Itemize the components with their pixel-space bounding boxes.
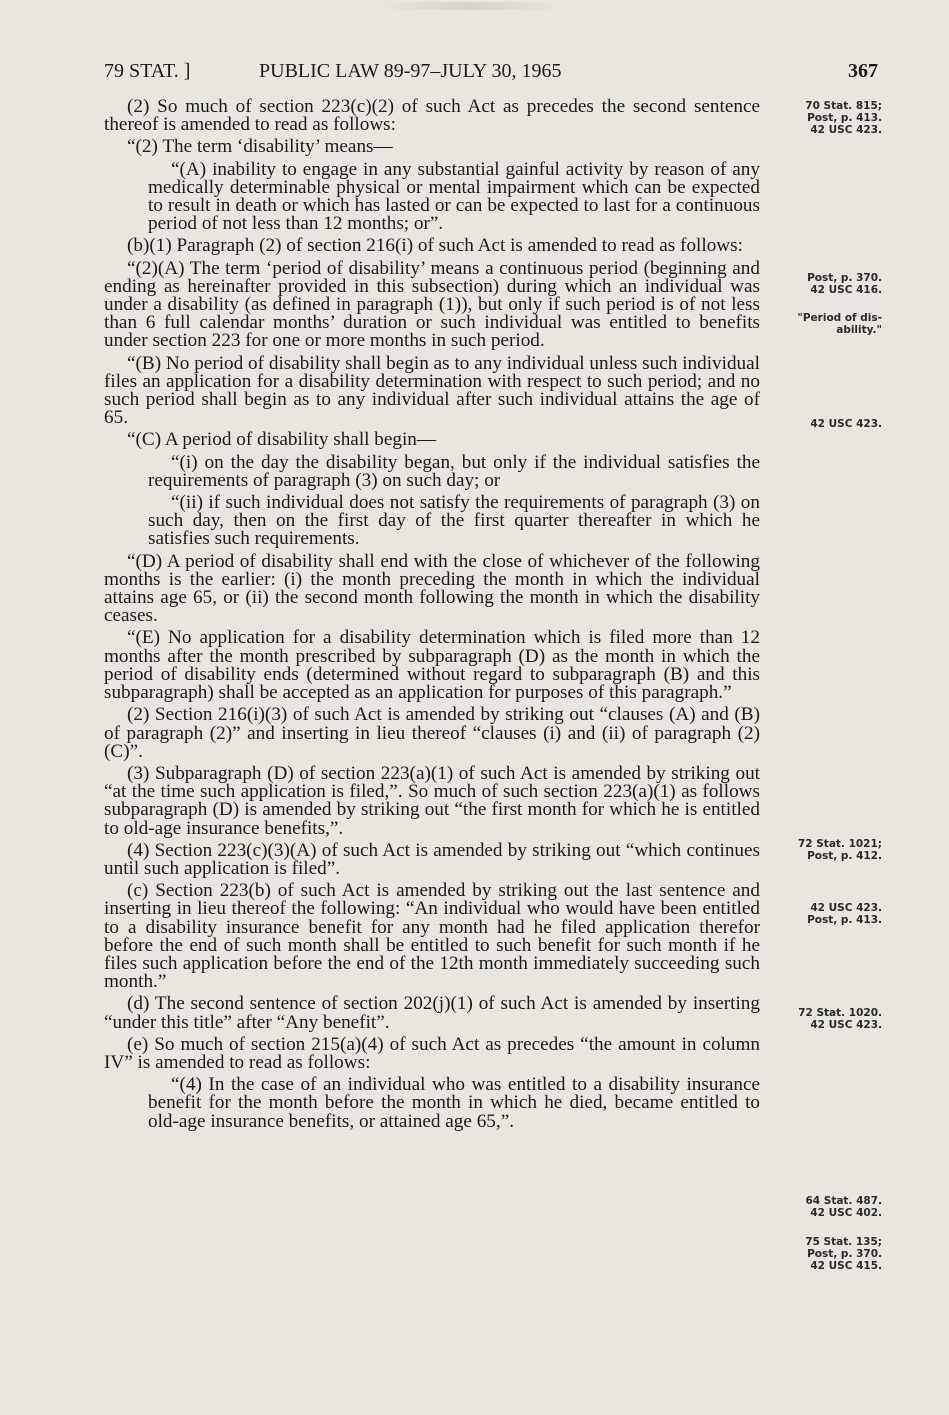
paragraph: (4) Section 223(c)(3)(A) of such Act is amended by striking out “which continues until such application is filed”. [104,839,760,879]
page-header [104,60,878,90]
margin-note [770,312,882,336]
paragraph: “(ii) if such individual does not satisfy the requirements of paragraph (3) on such day, then on the first day of the first quarter thereafter in which he satisfies such requirements. [148,492,760,550]
page-number: 367 [848,60,878,82]
margin-citation: 64 Stat. 487. 42 USC 402. [805,1195,882,1219]
margin-citation: 70 Stat. 815; Post, p. 413. 42 USC 423. [805,100,882,136]
paragraph: (e) So much of section 215(a)(4) of such Act as precedes “the amount in column IV” is amended to read as follows: [104,1033,760,1073]
paragraph: (d) The second sentence of section 202(j)(1) of such Act is amended by inserting “under this title” after “Any benefit”. [104,993,760,1033]
paragraph: “(2)(A) The term ‘period of disability’ means a continuous period (beginning and ending as hereinafter provided in this subsection) during which an individual was under a disability (as defined in paragraph (1)), but only if such period is of not less than 6 full calendar months’ duration or such individual was entitled to benefits under section 223 for one or more months in such period. [104,257,760,352]
margin-note [770,1236,882,1272]
paragraph: “(4) In the case of an individual who was entitled to a disability insurance benefit for the month before the month in which he died, became entitled to old-age insurance benefits, or attained age 65,”. [148,1074,760,1132]
paragraph: “(D) A period of disability shall end with the close of whichever of the following months is the earlier: (i) the month preceding the month in which the individual attains age 65, or (ii) the second month following the month in which the disability ceases. [104,550,760,627]
margin-citation: 75 Stat. 135; Post, p. 370. 42 USC 415. [805,1236,882,1272]
margin-note [770,1195,882,1219]
page-title: PUBLIC LAW 89-97–JULY 30, 1965 [259,60,562,82]
paragraph: “(2) The term ‘disability’ means— [127,136,393,158]
margin-citation: Post, p. 370. 42 USC 416. [807,272,882,296]
margin-note [770,838,882,862]
margin-citation: 72 Stat. 1021; Post, p. 412. [797,838,882,862]
paragraph: “(B) No period of disability shall begin as to any individual unless such individual files an application for a disability determination with respect to such period; and no such period shall begin as to any individual after such individual attains the age of 65. [104,352,760,429]
body-text [104,98,760,1135]
statute-volume: 79 STAT. ] [104,60,191,82]
margin-note [770,418,882,430]
paragraph: “(E) No application for a disability determination which is filed more than 12 months after the month prescribed by subparagraph (D) as the month in which the period of disability ends (determined without regard to subparagraph (B) and this subparagraph) shall be accepted as an application for purposes of this paragraph.” [104,627,760,704]
margin-citation: 42 USC 423. Post, p. 413. [807,902,882,926]
margin-note [770,1007,882,1031]
margin-note [770,902,882,926]
paragraph: (c) Section 223(b) of such Act is amended by striking out the last sentence and inserting in lieu thereof the following: “An individual who would have been entitled to a disability insurance benefit for any month had he filed application therefor before the end of such month shall be entitled to such benefit for such month if he files such application before the end of the 12th month immediately succeeding such month.” [104,880,760,993]
margin-note [770,100,882,136]
margin-citation: "Period of dis- ability." [797,312,882,336]
paragraph: (2) Section 216(i)(3) of such Act is amended by striking out “clauses (A) and (B) of paragraph (2)” and inserting in lieu thereof “clauses (i) and (ii) of paragraph (2)(C)”. [104,704,760,762]
paragraph: (3) Subparagraph (D) of section 223(a)(1) of such Act is amended by striking out “at the time such application is filed,”. So much of such section 223(a)(1) as follows subparagraph (D) is amended by striking out “the first month for which he is entitled to old-age insurance benefits,”. [104,762,760,839]
paragraph: (b)(1) Paragraph (2) of section 216(i) of such Act is amended to read as follows: [127,235,743,257]
paragraph: (2) So much of section 223(c)(2) of such Act as precedes the second sentence thereof is amended to read as follows: [104,96,760,136]
margin-note [770,272,882,296]
paragraph: “(i) on the day the disability began, but only if the individual satisfies the requirements of paragraph (3) on such day; or [148,451,760,491]
paragraph: “(A) inability to engage in any substantial gainful activity by reason of any medically determinable physical or mental impairment which can be expected to result in death or which has lasted or can be expected to last for a continuous period of not less than 12 months; or”. [148,158,760,235]
margin-citation: 72 Stat. 1020. 42 USC 423. [798,1007,882,1031]
margin-citation: 42 USC 423. [810,418,882,430]
paragraph: “(C) A period of disability shall begin— [127,429,437,451]
scan-artifact [380,2,560,10]
